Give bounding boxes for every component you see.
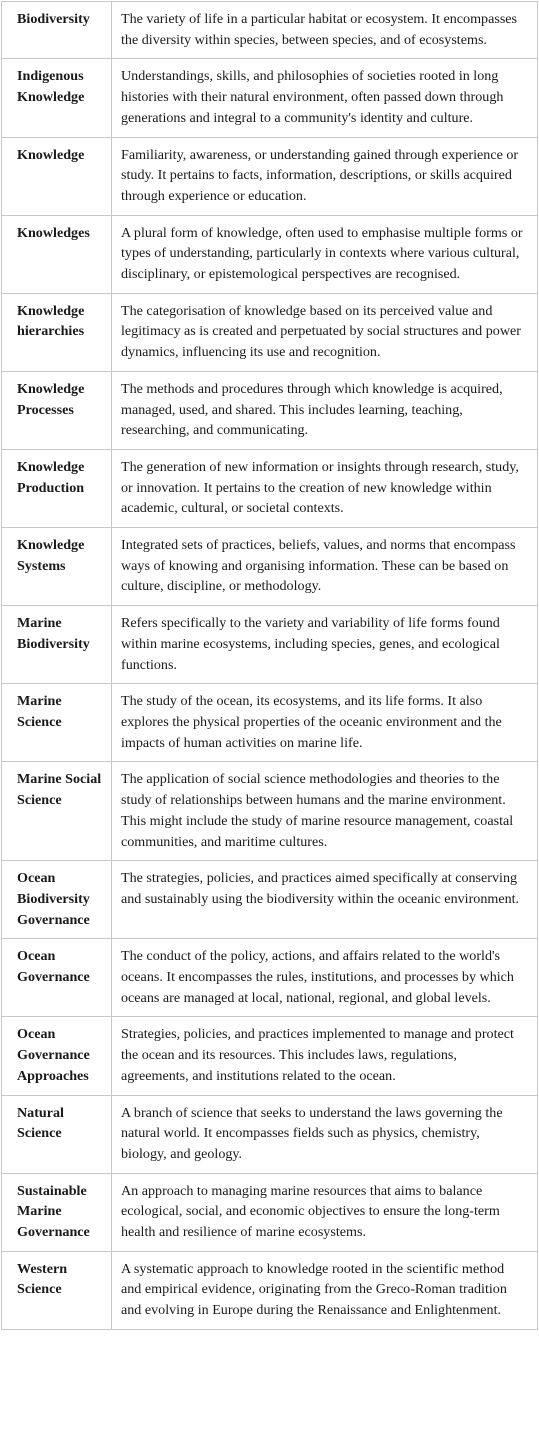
term-cell: Marine Science: [2, 684, 112, 762]
definition-cell: The categorisation of knowledge based on its perceived value and legitimacy as is created and perpetuated by social structures and power dynamics, influencing its use and recognition.: [112, 293, 538, 371]
term-cell: Marine Biodiversity: [2, 606, 112, 684]
table-row: [2, 1017, 538, 1095]
term-cell: Ocean Biodiversity Governance: [2, 861, 112, 939]
term-cell: Knowledges: [2, 215, 112, 293]
definition-cell: The study of the ocean, its ecosystems, and its life forms. It also explores the physical properties of the oceanic environment and the impacts of human activities on marine life.: [112, 684, 538, 762]
term-cell: Western Science: [2, 1251, 112, 1329]
definition-cell: A plural form of knowledge, often used to emphasise multiple forms or types of understanding, particularly in contexts where various cultural, disciplinary, or epistemological perspectives are recognised.: [112, 215, 538, 293]
table-row: [2, 215, 538, 293]
term-cell: Knowledge Production: [2, 449, 112, 527]
definition-cell: Refers specifically to the variety and variability of life forms found within marine ecosystems, including species, genes, and ecological functions.: [112, 606, 538, 684]
table-row: [2, 861, 538, 939]
term-cell: Indigenous Knowledge: [2, 59, 112, 137]
term-cell: Ocean Governance: [2, 939, 112, 1017]
definition-cell: The methods and procedures through which knowledge is acquired, managed, used, and shared. This includes learning, teaching, researching, and communicating.: [112, 371, 538, 449]
table-row: [2, 449, 538, 527]
definition-cell: Integrated sets of practices, beliefs, values, and norms that encompass ways of knowing and organising information. These can be based on culture, discipline, or methodology.: [112, 528, 538, 606]
term-cell: Marine Social Science: [2, 762, 112, 861]
term-cell: Ocean Governance Approaches: [2, 1017, 112, 1095]
term-cell: Knowledge hierarchies: [2, 293, 112, 371]
table-row: [2, 1173, 538, 1251]
table-row: [2, 59, 538, 137]
table-row: [2, 762, 538, 861]
table-row: [2, 2, 538, 59]
table-row: [2, 293, 538, 371]
table-row: [2, 939, 538, 1017]
term-cell: Knowledge Processes: [2, 371, 112, 449]
table-row: [2, 528, 538, 606]
definition-cell: The strategies, policies, and practices aimed specifically at conserving and sustainably using the biodiversity within the oceanic environment.: [112, 861, 538, 939]
definition-cell: The conduct of the policy, actions, and affairs related to the world's oceans. It encompasses the rules, institutions, and processes by which oceans are managed at local, national, regional, and global levels.: [112, 939, 538, 1017]
definition-cell: A branch of science that seeks to understand the laws governing the natural world. It encompasses fields such as physics, chemistry, biology, and geology.: [112, 1095, 538, 1173]
definition-cell: An approach to managing marine resources that aims to balance ecological, social, and economic objectives to ensure the long-term health and resilience of marine ecosystems.: [112, 1173, 538, 1251]
term-cell: Knowledge Systems: [2, 528, 112, 606]
definition-cell: Strategies, policies, and practices implemented to manage and protect the ocean and its resources. This includes laws, regulations, agreements, and institutions related to the ocean.: [112, 1017, 538, 1095]
definition-cell: Understandings, skills, and philosophies of societies rooted in long histories with their natural environment, often passed down through generations and integral to a community's identity and culture.: [112, 59, 538, 137]
table-row: [2, 606, 538, 684]
definition-cell: The generation of new information or insights through research, study, or innovation. It pertains to the creation of new knowledge within academic, cultural, or societal contexts.: [112, 449, 538, 527]
table-row: [2, 1095, 538, 1173]
term-cell: Knowledge: [2, 137, 112, 215]
term-cell: Natural Science: [2, 1095, 112, 1173]
definition-cell: A systematic approach to knowledge rooted in the scientific method and empirical evidence, originating from the Greco-Roman tradition and evolving in Europe during the Renaissance and Enlightenment.: [112, 1251, 538, 1329]
term-cell: Biodiversity: [2, 2, 112, 59]
table-row: [2, 371, 538, 449]
definition-cell: The variety of life in a particular habitat or ecosystem. It encompasses the diversity within species, between species, and of ecosystems.: [112, 2, 538, 59]
definition-cell: The application of social science methodologies and theories to the study of relationships between humans and the marine environment. This might include the study of marine resource management, coastal communities, and maritime cultures.: [112, 762, 538, 861]
definition-cell: Familiarity, awareness, or understanding gained through experience or study. It pertains to facts, information, descriptions, or skills acquired through experience or education.: [112, 137, 538, 215]
table-row: [2, 684, 538, 762]
table-row: [2, 1251, 538, 1329]
glossary-table: [1, 1, 538, 1330]
term-cell: Sustainable Marine Governance: [2, 1173, 112, 1251]
table-row: [2, 137, 538, 215]
